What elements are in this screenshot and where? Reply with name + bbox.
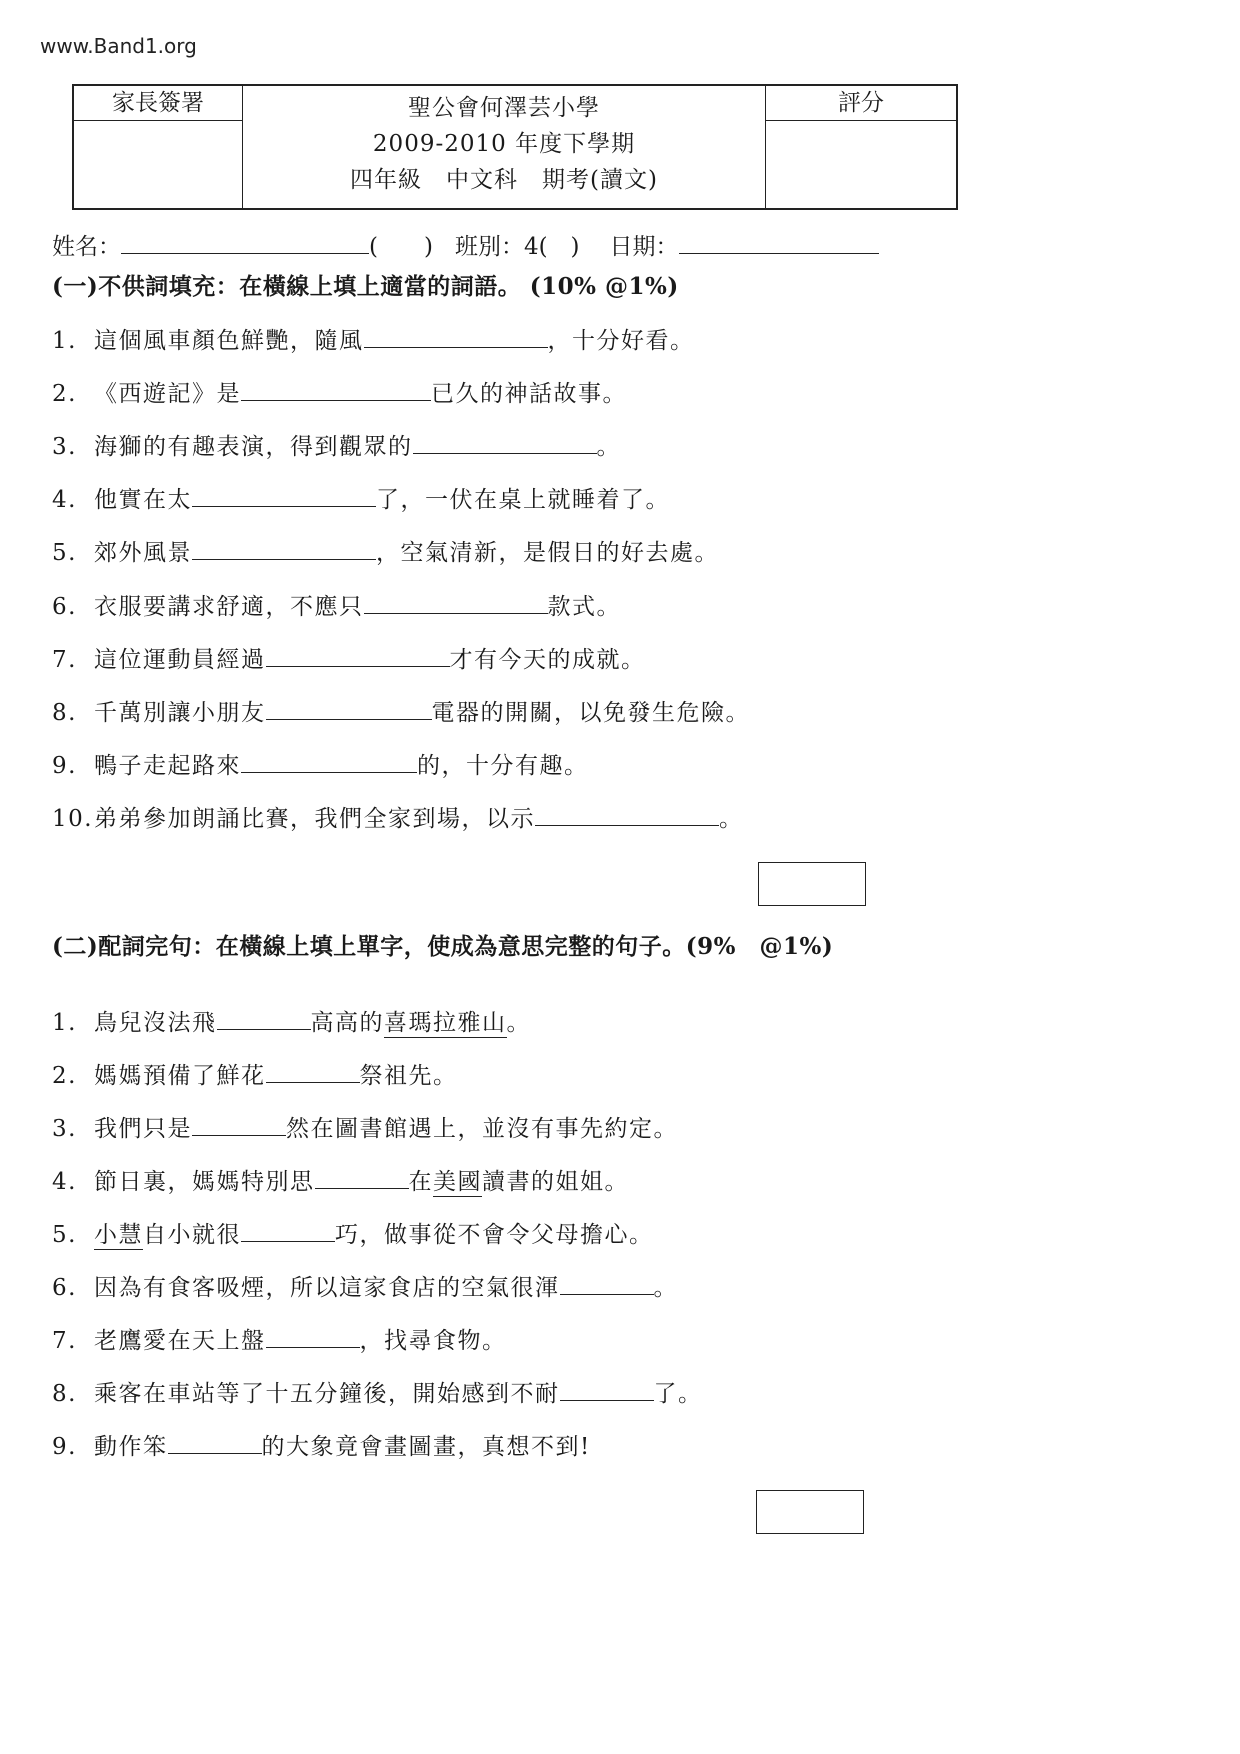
question-text-end: 讀書的姐姐。 [482,1169,629,1195]
parent-signature-cell [73,85,243,209]
question-text-after: 了，一伏在桌上就睡着了。 [376,487,670,513]
date-label: 日期： [609,234,679,260]
exam-title-cell [243,85,766,209]
answer-blank[interactable] [241,750,417,773]
question-row [52,481,670,514]
question-row [52,534,719,567]
proper-noun: 喜瑪拉雅山 [384,1010,507,1036]
proper-noun: 小慧 [94,1222,143,1248]
exam-header-table [72,84,958,210]
question-text-before: 千萬別讓小朋友 [94,700,266,726]
question-number: 4. [52,1169,77,1195]
question-text-after: 在 [408,1169,433,1195]
watermark-text: www.Band1.org [40,34,197,58]
question-number: 9. [52,753,77,779]
question-number: 7. [52,647,77,673]
answer-blank[interactable] [217,1007,311,1030]
exam-term: 2009-2010 年度下學期 [372,131,636,157]
section2-score-box[interactable] [756,1490,864,1534]
question-text-before: 媽媽預備了鮮花 [94,1063,266,1089]
question-text-after: 了。 [653,1381,703,1407]
question-row [52,747,589,780]
answer-blank[interactable] [315,1166,409,1189]
question-text-after: 巧，做事從不會令父母擔心。 [335,1222,654,1248]
date-field[interactable] [679,231,879,254]
question-number: 1. [52,328,77,354]
question-text-after: 電器的開關，以免發生危險。 [431,700,750,726]
question-row [52,800,744,833]
question-text-before: 因為有食客吸煙，所以這家食店的空氣很渾 [94,1275,560,1301]
question-text-after: 已久的神話故事。 [431,381,627,407]
answer-blank[interactable] [168,1431,262,1454]
question-row [52,1163,629,1196]
student-info-line [52,228,879,261]
question-row [52,1057,458,1090]
section1-title: (一)不供詞填充：在橫線上填上適當的詞語。 (10% @1%) [52,273,679,300]
question-number: 5. [52,540,77,566]
answer-blank[interactable] [241,378,431,401]
question-row [52,322,695,355]
question-row [52,1216,654,1249]
question-text-before: 這位運動員經過 [94,647,266,673]
question-text-after: 高高的 [310,1010,384,1036]
question-text-after: 才有今天的成就。 [449,647,646,673]
proper-noun: 美國 [433,1169,482,1195]
section2-title: (二)配詞完句：在橫線上填上單字，使成為意思完整的句子。(9% @1%) [52,933,834,960]
answer-blank[interactable] [535,803,719,826]
question-number: 3. [52,1116,77,1142]
question-text-before: 他實在太 [94,487,192,513]
question-text-after: 的大象竟會畫圖畫，真想不到! [261,1434,591,1460]
question-row [52,1322,507,1355]
question-text-after: 。 [653,1275,678,1301]
answer-blank[interactable] [364,325,548,348]
question-row [52,1269,678,1302]
question-text-before: 衣服要講求舒適，不應只 [94,594,364,620]
question-number: 2. [52,1063,77,1089]
school-name: 聖公會何澤芸小學 [408,95,600,121]
parent-signature-label: 家長簽署 [74,86,242,121]
question-text-before: 乘客在車站等了十五分鐘後，開始感到不耐 [94,1381,560,1407]
question-text-before: 鳥兒沒法飛 [94,1010,217,1036]
answer-blank[interactable] [192,1113,286,1136]
section1-score-box[interactable] [758,862,866,906]
question-text-before: 這個風車顏色鮮艷，隨風 [94,328,364,354]
question-text-after: 款式。 [547,594,621,620]
question-text-before: 我們只是 [94,1116,192,1142]
question-text-before: 海獅的有趣表演，得到觀眾的 [94,434,413,460]
question-number: 10. [52,806,94,832]
answer-blank[interactable] [413,431,597,454]
name-field[interactable] [121,231,369,254]
class-number-bracket: ( ) [369,234,433,260]
answer-blank[interactable] [192,484,376,507]
question-row [52,588,621,621]
answer-blank[interactable] [364,591,548,614]
question-text-end: 。 [506,1010,531,1036]
question-number: 7. [52,1328,77,1354]
question-row [52,641,646,674]
question-text-after: 。 [719,806,744,832]
score-cell [766,85,958,209]
question-number: 4. [52,487,77,513]
question-number: 2. [52,381,77,407]
answer-blank[interactable] [560,1272,654,1295]
question-number: 3. [52,434,77,460]
question-text-after: 然在圖書館遇上，並沒有事先約定。 [286,1116,678,1142]
question-text-after: ，找尋食物。 [359,1328,507,1354]
question-row [52,694,750,727]
exam-subject: 四年級 中文科 期考(讀文) [350,167,658,193]
question-row [52,1428,591,1461]
question-text-before: 節日裏，媽媽特別思 [94,1169,315,1195]
question-text-after: 祭祖先。 [359,1063,458,1089]
name-label: 姓名： [52,234,121,260]
question-text-before: 鴨子走起路來 [94,753,241,779]
question-row [52,428,621,461]
question-text-after: 的，十分有趣。 [417,753,589,779]
question-text-after: ，十分好看。 [547,328,695,354]
question-text-after: ，空氣清新，是假日的好去處。 [376,540,719,566]
answer-blank[interactable] [192,537,376,560]
question-text-after: 。 [596,434,621,460]
question-number: 6. [52,594,77,620]
question-text-before: 動作笨 [94,1434,168,1460]
question-number: 6. [52,1275,77,1301]
question-row [52,1004,531,1037]
question-number: 8. [52,1381,77,1407]
question-text-before: 郊外風景 [94,540,192,566]
answer-blank[interactable] [266,1325,360,1348]
question-text-before: 老鷹愛在天上盤 [94,1328,266,1354]
question-text-before: 《西遊記》是 [94,381,241,407]
answer-blank[interactable] [266,1060,360,1083]
answer-blank[interactable] [560,1378,654,1401]
score-label: 評分 [766,86,956,121]
question-number: 9. [52,1434,77,1460]
class-label: 班別：4( ) [454,234,580,260]
question-number: 8. [52,700,77,726]
question-row [52,1110,678,1143]
question-text-before: 弟弟參加朗誦比賽，我們全家到場，以示 [94,806,535,832]
answer-blank[interactable] [266,644,450,667]
question-number: 5. [52,1222,77,1248]
question-text-before: 自小就很 [143,1222,241,1248]
question-number: 1. [52,1010,77,1036]
answer-blank[interactable] [266,697,432,720]
answer-blank[interactable] [241,1219,335,1242]
question-row [52,375,627,408]
question-row [52,1375,703,1408]
